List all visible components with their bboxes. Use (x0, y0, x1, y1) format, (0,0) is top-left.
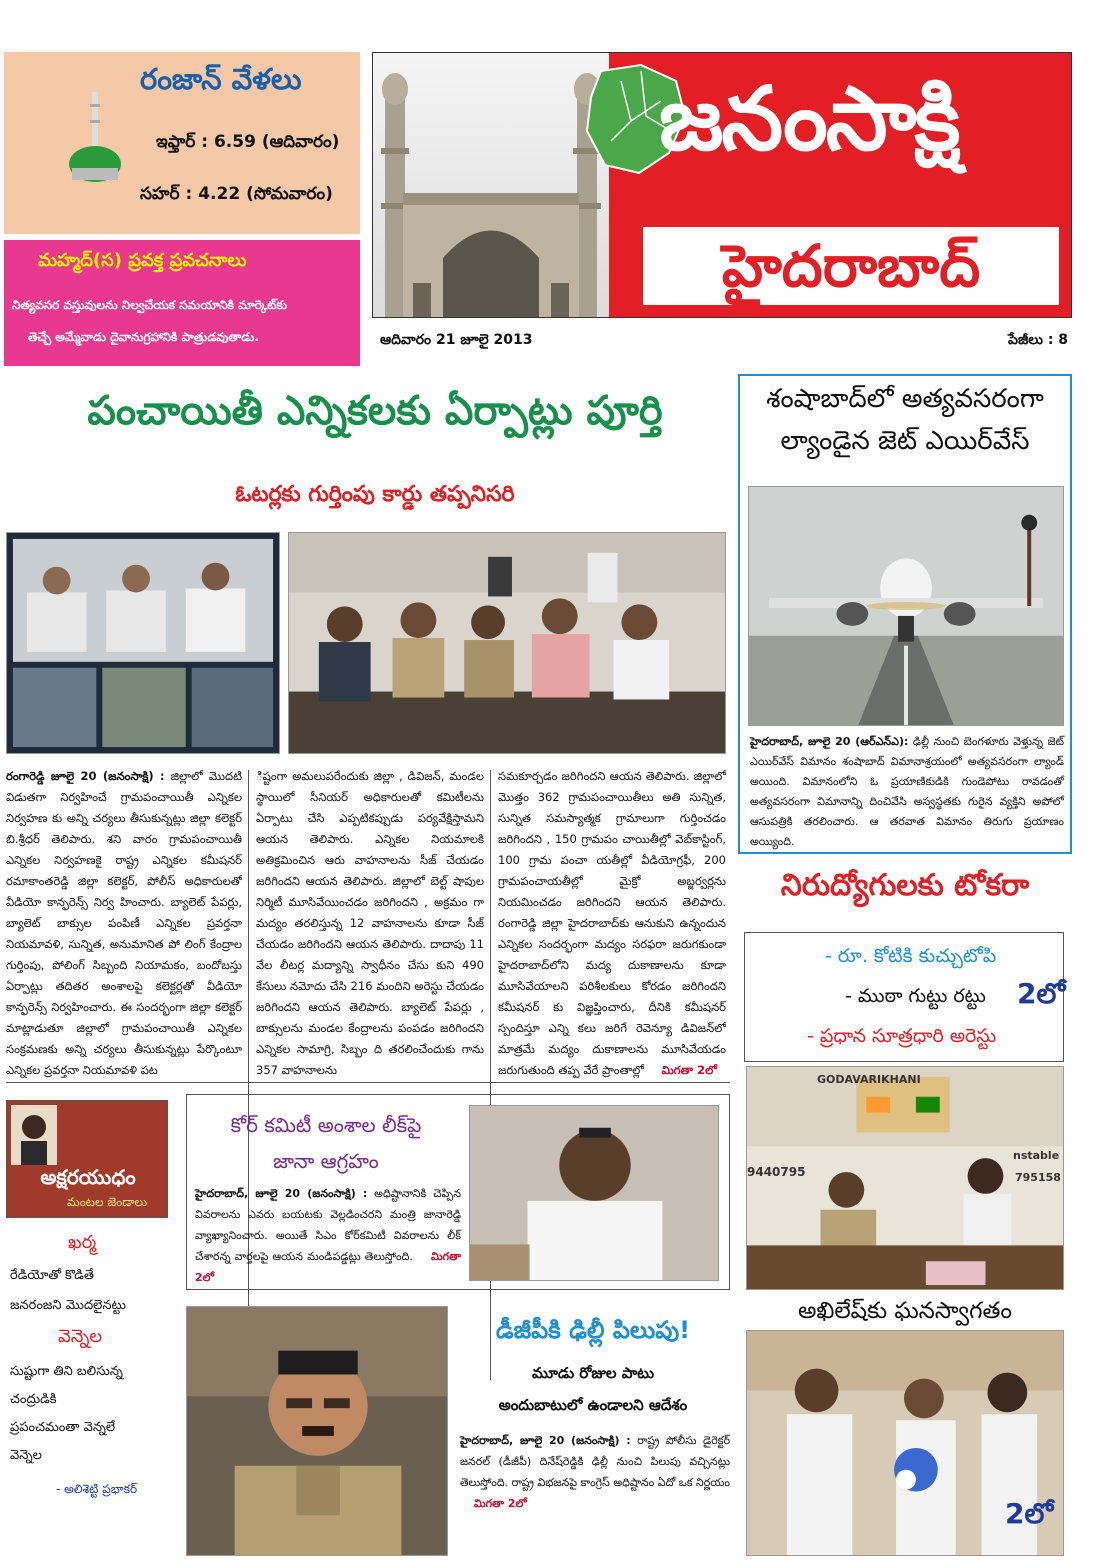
jet-body: ఢిల్లీ నుంచి బెంగళూరు వెళ్తున్న జెట్ ఎయిర్‌వేస్ విమానం శంషాబాద్ విమానాశ్రయంలో అత్యవసరంగా ల్యాండ్ అయింది. విమానంలోని ఓ ప్రయాణికుడికి గుండెపోటు రావడంతో అత్యవసరంగా విమానాన్ని దించివేసి అస్వస్థతకు గురైన వ్యక్తిని అపోలో ఆసుపత్రికి తరలించారు. ఆ తరవాత విమానం తిరుగు ప్రయాణం అయ్యింది. (750, 735, 1065, 848)
prophet-line-2: తెచ్చే అమ్మేవాడు దైవానుగ్రహానికి పాత్రుడవుతాడు. (28, 330, 259, 344)
police-word-text: nstable (1013, 1149, 1060, 1162)
dgp-headline: డీజీపీకి ఢిల్లీ పిలుపు! (495, 1316, 691, 1344)
akshara-logo (6, 1100, 168, 1218)
akhilesh-headline: అఖిలేష్‌కు ఘనస్వాగతం (797, 1298, 1013, 1324)
core-dateline: హైదరాబాద్, జూలై 20 (జనంసాక్షి) : (195, 1187, 368, 1200)
core-committee-box (186, 1094, 730, 1290)
dgp-sub-2: అందుబాటులో ఉండాలని ఆదేశం (498, 1396, 688, 1414)
dgp-sub-1: మూడు రోజుల పాటు (531, 1364, 655, 1382)
dgp-photo (186, 1306, 448, 1556)
prophet-title: మహ్మద్(స) ప్రవక్త ప్రవచనాలు (38, 250, 247, 271)
jet-headline-1: శంషాబాద్‌లో అత్యవసరంగా (766, 384, 1044, 414)
ramzan-title: రంజాన్ వేళలు (140, 62, 302, 96)
lead-subhead: ఓటర్లకు గుర్తింపు కార్డు తప్పనిసరి (235, 482, 515, 507)
sahar-time: సహర్ : 4.22 (సోమవారం) (140, 184, 333, 204)
kharma-title: ఖర్మ (68, 1232, 97, 1253)
core-subhead: జానా ఆగ్రహం (273, 1149, 379, 1173)
jet-story (750, 732, 1064, 852)
mosque-dome-icon (62, 92, 132, 182)
issue-date: ఆదివారం 21 జూలై 2013 (380, 332, 533, 348)
masthead-name: జనంసాక్షి (659, 67, 959, 170)
video-conference-photo (6, 532, 280, 754)
police-number-text: 795158 (1015, 1171, 1061, 1184)
jobless-point-1: - రూ. కోటికి కుచ్చుటోపి (825, 945, 997, 967)
vennela-line-1: సుష్టుగా తిని బలిసున్న (10, 1364, 123, 1379)
jobless-page-ref: 2లో (1017, 977, 1066, 1010)
prophet-box (4, 240, 360, 366)
jet-headline-2: ల్యాండైన జెట్ ఎయిర్‌వేస్ (780, 426, 1030, 456)
collector-meeting-photo (288, 532, 726, 754)
lead-col3-text: సమకూర్చడం జరిగిందని ఆయన తెలిపారు. జిల్లాలో మొత్తం 362 గ్రామపంచాయితీలు అతి సున్నిత, సున్నిత సమస్యాత్మక గ్రామాలుగా గుర్తించడం జరిగిందని , 150 గ్రామపం చాయితీల్లో వెబ్‌కాస్టింగ్, 100 గ్రామ పంచా యతీల్లో వీడియోగ్రఫీ, 200 గ్రామపంచాయతీల్లో మైక్రో అబ్జర్వర్లను నియమించడం జరిగిందని ఆయన తెలిపారు. రంగారెడ్డి జిల్లా హైదరాబాద్‌కు ఆనుకుని ఉన్నందున ఎన్నికల సందర్భంగా మద్యం సరఫరా జరుగకుండా హైదరాబాద్‌లోని మద్య దుకాణాలను కూడా మూసివేయాలని పరిశీలకులు కోరడం జరిగిందని కమీషనర్ కు విజ్ఞప్తించారు, దీనికి కమీషనర్ స్పందిస్తూ ఎన్ని కలు జరిగే రెవెన్యూ డివిజన్‌లో మాత్రమే మద్యం దుకాణాలను మూసివేయడం జరుగుతుంది తప్ప వేరే ప్రాంతాల్లో (498, 769, 726, 1077)
core-body: అధిష్టానానికి చెప్పిన వివరాలను ఎవరు బయటకు వెల్లడించరని మంత్రి జానారెడ్డి వ్యాఖ్యానించారు. అయితే సిఎం కోర్‌కమిటీ వివరాలను లీక్ చేశారన్న వార్తలపై ఆయన మండిపడ్డట్లు తెలుస్తోంది. (195, 1187, 461, 1263)
jet-landing-photo (748, 486, 1064, 726)
lead-dateline: రంగారెడ్డి జూలై 20 (జనంసాక్షి) : (6, 769, 165, 783)
dgp-dateline: హైదరాబాద్, జూలై 20 (జనంసాక్షి) : (460, 1434, 631, 1447)
kharma-line-1: రేడియోతో కొడితే (10, 1268, 94, 1283)
akhilesh-welcome-photo (746, 1330, 1064, 1556)
lead-col1-text: జిల్లాలో మొదటి విడుతగా నిర్వహించే గ్రామపంచాయితీ ఎన్నికల నిర్వహణ కు అన్ని చర్యలు తీసుకున్నట్లు జిల్లా కలెక్టర్ బి.శ్రీధర్ తెలిపారు. శని వారం గ్రామపంచాయితీ ఎన్నికల నిర్వహణకై రాష్ట్ర ఎన్నికల కమీషనర్ రమాకాంతరెడ్డి జిల్లా కలెక్టర్, పోలీస్ అధికారులతో వీడియో కాన్ఫరెన్స్ నిర్వ హించారు. బ్యాలెట్ పేపర్లు, బ్యాలెట్ బాక్సుల పంపిణీ ఎన్నికల ప్రవర్తనా నియమావళి, సున్నిత, అనుమానిత పో లింగ్ కేంద్రాల గుర్తింపు, పోలింగ్ సిబ్బంది నియామకం, బందోబస్తు ఏర్పాట్లు తదితర అంశాలపై కలెక్టర్లతో వీడియో కాన్ఫరెన్స్ నిర్వహించారు. ఈ సందర్భంగా జిల్లా కలెక్టర్ మాట్లాడుతూ జిల్లాలో గ్రామపంచాయితీ ఎన్నికల సంక్రమణకు అన్ని చర్యలు తీసుకున్నట్లు పేర్కొంటూ ఎన్నికల ప్రవర్తనా నియమావళి పట (6, 769, 242, 1077)
police-sign-text: GODAVARIKHANI (817, 1073, 921, 1086)
charminar-image (373, 53, 609, 318)
dgp-story (460, 1430, 730, 1514)
poem-author: - అలిశెట్టి ప్రభాకర్ (56, 1482, 138, 1496)
edition-name: హైదరాబాద్ (721, 232, 981, 300)
core-headline: కోర్ కమిటీ అంశాల లీక్‌పై (230, 1113, 422, 1137)
page-count: పేజీలు : 8 (1008, 332, 1069, 348)
akhilesh-page-ref: 2లో (1005, 1497, 1054, 1530)
police-officer-photo (746, 1066, 1064, 1290)
jobless-point-2: - ముఠా గుట్టు రట్టు (845, 985, 986, 1007)
jana-reddy-photo (469, 1105, 719, 1281)
poet-portrait-icon (11, 1105, 57, 1165)
ramzan-box (4, 52, 360, 234)
lead-continued: మిగతా 2లో (661, 1063, 717, 1077)
core-story (195, 1183, 461, 1288)
vennela-title: వెన్నెల (58, 1326, 103, 1347)
dgp-body: రాష్ట్ర పోలీసు డైరెక్టర్ జనరల్ (డీజీపీ) దినేష్‌రెడ్డికి ఢిల్లీ నుంచి పిలుపు వచ్చినట్లు తెలుస్తోంది. రాష్ట్ర విభజనపై కాంగ్రెస్ అధిష్టానం ఏదో ఒక నిర్ణయం (460, 1434, 730, 1489)
jobless-box (744, 932, 1064, 1062)
prophet-line-1: నిత్యవసర వస్తువులను నిల్వచేయక సమయానికి మార్కెట్‌కు (12, 298, 287, 312)
edition-banner (641, 225, 1061, 307)
vennela-line-2: చంద్రుడికి (10, 1392, 57, 1407)
lead-headline: పంచాయితీ ఎన్నికలకు ఏర్పాట్లు పూర్తి (87, 388, 663, 434)
jet-dateline: హైదరాబాద్, జూలై 20 (ఆర్ఎన్ఎ): (750, 735, 909, 748)
jet-box (738, 374, 1072, 854)
core-continued: మిగతా 2లో (195, 1250, 462, 1284)
iftar-time: ఇఫ్తార్ : 6.59 (ఆదివారం) (156, 132, 340, 152)
vennela-line-3: ప్రపంచమంతా వెన్నలే (10, 1420, 116, 1435)
kharma-line-2: జనరంజని మొదలైనట్టు (10, 1298, 126, 1313)
police-phone-text: 9440795 (747, 1165, 806, 1179)
lead-bottom-rule (6, 1082, 730, 1083)
akshara-logo-text: అక్షరయుధం (40, 1165, 136, 1189)
masthead (372, 52, 1072, 318)
dgp-continued: మిగతా 2లో (474, 1497, 527, 1510)
jobless-point-3: - ప్రధాన సూత్రధారి అరెస్టు (807, 1025, 997, 1047)
jobless-headline: నిరుద్యోగులకు టోకరా (780, 868, 1030, 903)
lead-col2-text: ిష్టంగా అమలుపరేందుకు జిల్లా , డివిజన్, మండల స్థాయిలో సీనియర్ అధికారులతో కమిటీలను ఏర్పాటు చేసి ఎప్పటికప్పుడు పర్యవేక్షిస్తామని ఆయన తెలిపారు. ఎన్నికల నియమాలకి అతిక్రమించిన ఆరు వాహనాలను సీజ్ చేయడం జరిగిందని ఆయన తెలిపారు. జిల్లాలో బెల్ట్ షాపుల నిర్మిటీ మూసివేయించడం జరిగిందని , అక్రమం గా మద్యం తరలిస్తున్న 12 వాహనాలను కూడా సీజ్ చేయడం జరిగిందని ఆయన తెలిపారు. దాదాపు 11 వేల లీటర్ల మద్యాన్ని స్వాధీనం చేసు కుని 490 కేసులు నమోదు చేసి 216 మందిని అరెస్టు చేయడం జరిగిందని ఆయన తెలిపారు. బ్యాలెట్ పేపర్లు , బాక్సులను మండల కేంద్రాలను పంపడం జరిగిందని ఎన్నికల సామాగ్రి, సిబ్బం ది తరలించేందుకు గాను 357 వాహనాలను (256, 769, 484, 1077)
akshara-logo-sub: మంటల జెండాలు (67, 1195, 148, 1209)
vennela-line-4: వెన్నెల (10, 1448, 42, 1463)
